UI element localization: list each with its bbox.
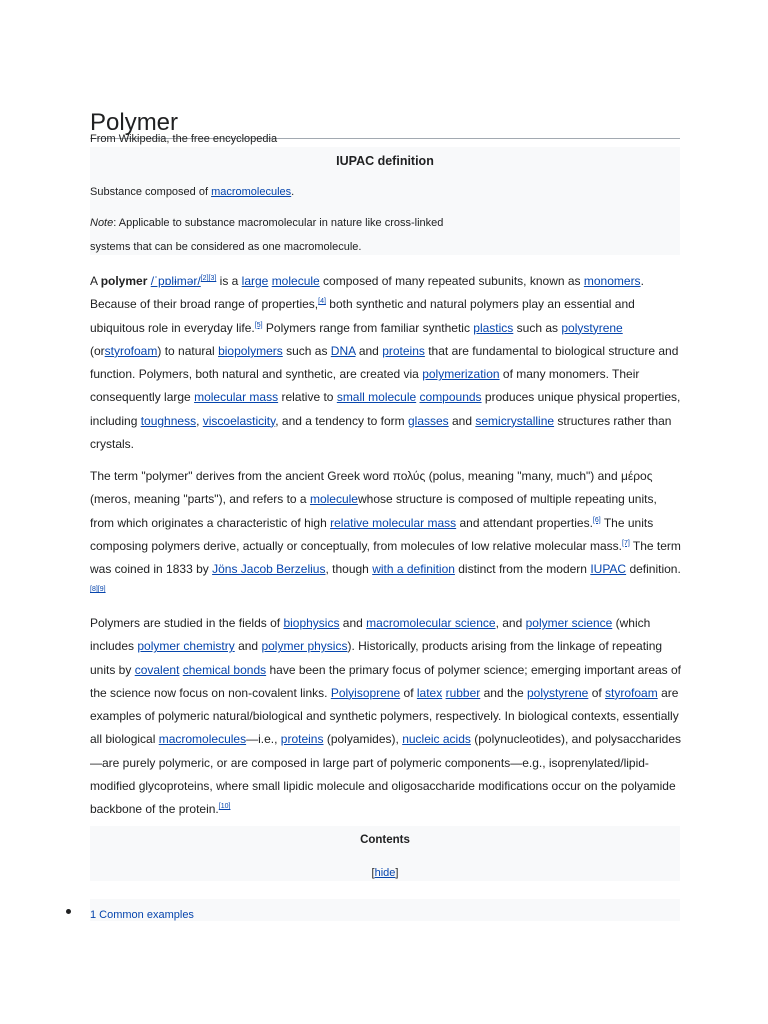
- link-polymerization[interactable]: polymerization: [422, 367, 500, 382]
- link-with-a-definition[interactable]: with a definition: [372, 562, 455, 577]
- ref-10[interactable]: [10]: [218, 803, 231, 811]
- toc-item-common-examples: [90, 899, 680, 921]
- link-molecular-mass[interactable]: molecular mass: [194, 390, 279, 405]
- link-plastics[interactable]: plastics: [473, 320, 514, 335]
- iupac-note-continued: systems that can be considered as one macromolecule.: [90, 241, 362, 253]
- link-chemical-bonds[interactable]: chemical bonds: [182, 662, 267, 677]
- link-latex[interactable]: latex: [416, 685, 443, 700]
- link-toughness[interactable]: toughness: [140, 413, 197, 428]
- link-polymer-physics[interactable]: polymer physics: [261, 639, 348, 654]
- link-molecule-2[interactable]: molecule: [309, 492, 358, 507]
- contents-heading: Contents: [360, 834, 410, 846]
- link-biopolymers[interactable]: biopolymers: [218, 343, 283, 358]
- link-molecule[interactable]: molecule: [271, 274, 320, 288]
- link-iupac[interactable]: IUPAC: [590, 562, 627, 577]
- ref-6[interactable]: [6]: [592, 516, 601, 524]
- ref-8-9[interactable]: [8][9]: [90, 586, 106, 594]
- site-tagline: From Wikipedia, the free encyclopedia: [90, 133, 278, 145]
- link-styrofoam[interactable]: styrofoam: [104, 343, 158, 358]
- link-compounds[interactable]: compounds: [419, 390, 482, 405]
- link-berzelius[interactable]: Jöns Jacob Berzelius: [212, 562, 326, 577]
- link-pronunciation[interactable]: /ˈpɒlɨmər/: [150, 274, 201, 288]
- link-covalent[interactable]: covalent: [134, 662, 180, 677]
- link-glasses[interactable]: glasses: [407, 413, 449, 428]
- page-title: Polymer: [90, 108, 680, 139]
- link-rubber[interactable]: rubber: [445, 685, 481, 700]
- link-biophysics[interactable]: biophysics: [283, 616, 340, 630]
- contents-toggle: [hide]: [371, 867, 399, 879]
- link-macromolecular-science[interactable]: macromolecular science: [366, 616, 496, 630]
- list-bullet: [66, 909, 71, 914]
- link-macromolecules[interactable]: macromolecules: [211, 186, 292, 198]
- link-proteins[interactable]: proteins: [382, 343, 425, 358]
- ref-7[interactable]: [7]: [622, 539, 630, 547]
- link-dna[interactable]: DNA: [330, 343, 356, 358]
- iupac-note: Note: Applicable to substance macromolecular in nature like cross-linked: [90, 217, 444, 229]
- link-monomers[interactable]: monomers: [583, 274, 641, 288]
- paragraph-etymology: The term "polymer" derives from the ancient Greek word πολύς (polus, meaning "many, much") and μέρος (meros, meaning "parts"), and refers to a moleculewhose structure is composed of multiple repeating units, from which originates a characteristic of high relative molecular mass and attendant properties.[6] The units composing polymers derive, actually or conceptually, from molecules of low relative molecular mass.[7] The term was coined in 1833 by Jöns Jacob Berzelius, though with a definition distinct from the modern IUPAC definition.[8][9]: [90, 469, 681, 594]
- iupac-definition-box: [90, 147, 680, 255]
- paragraph-fields: Polymers are studied in the fields of biophysics and macromolecular science, and polymer science (which includes polymer chemistry and polymer physics). Historically, products arising from the linkage of repeating units by covalent chemical bonds have been the primary focus of polymer science; emerging important areas of the science now focus on non-covalent links. Polyisoprene of latex rubber and the polystyrene of styrofoam are examples of polymeric natural/biological and synthetic polymers, respectively. In biological contexts, essentially all biological macromolecules—i.e., proteins (polyamides), nucleic acids (polynucleotides), and polysaccharides—are purely polymeric, or are composed in large part of polymeric components—e.g., isoprenylated/lipid-modified glycoproteins, where small lipidic molecule and oligosaccharide modifications occur on the polyamide backbone of the protein.[10]: [90, 616, 682, 817]
- link-polyisoprene[interactable]: Polyisoprene: [330, 685, 401, 700]
- link-polymer-science[interactable]: polymer science: [525, 616, 613, 630]
- link-viscoelasticity[interactable]: viscoelasticity: [202, 413, 276, 428]
- table-of-contents: [90, 826, 680, 881]
- paragraph-intro: A polymer /ˈpɒlɨmər/[2][3] is a large molecule composed of many repeated subunits, known as monomers. Because of their broad range of properties,[4] both synthetic and natural polymers play an essential and ubiquitous role in everyday life.[5] Polymers range from familiar synthetic plastics such as polystyrene (orstyrofoam) to natural biopolymers such as DNA and proteins that are fundamental to biological structure and function. Polymers, both natural and synthetic, are created via polymerization of many monomers. Their consequently large molecular mass relative to small molecule compounds produces unique physical properties, including toughness, viscoelasticity, and a tendency to form glasses and semicrystalline structures rather than crystals.: [90, 274, 681, 452]
- link-relative-molecular-mass[interactable]: relative molecular mass: [330, 515, 457, 530]
- link-macromolecules-2[interactable]: macromolecules: [158, 732, 247, 747]
- link-polymer-chemistry[interactable]: polymer chemistry: [137, 639, 235, 654]
- link-polystyrene-2[interactable]: polystyrene: [526, 685, 589, 700]
- link-small-molecule[interactable]: small molecule: [336, 390, 417, 405]
- link-large[interactable]: large: [241, 274, 269, 288]
- bold-term: polymer: [100, 274, 148, 288]
- link-polystyrene[interactable]: polystyrene: [561, 320, 623, 335]
- ref-4[interactable]: [4]: [318, 298, 326, 306]
- ref-2-3[interactable]: [2][3]: [200, 275, 217, 282]
- toc-link-common-examples[interactable]: 1 Common examples: [90, 909, 194, 921]
- link-nucleic-acids[interactable]: nucleic acids: [402, 732, 471, 747]
- link-styrofoam-2[interactable]: styrofoam: [605, 685, 658, 700]
- iupac-definition-text: Substance composed of macromolecules.: [90, 186, 295, 198]
- link-proteins-2[interactable]: proteins: [280, 732, 324, 747]
- ref-5[interactable]: [5]: [254, 321, 263, 329]
- hide-toc-link[interactable]: hide: [374, 867, 396, 879]
- iupac-heading: IUPAC definition: [336, 154, 434, 168]
- link-semicrystalline[interactable]: semicrystalline: [475, 413, 555, 428]
